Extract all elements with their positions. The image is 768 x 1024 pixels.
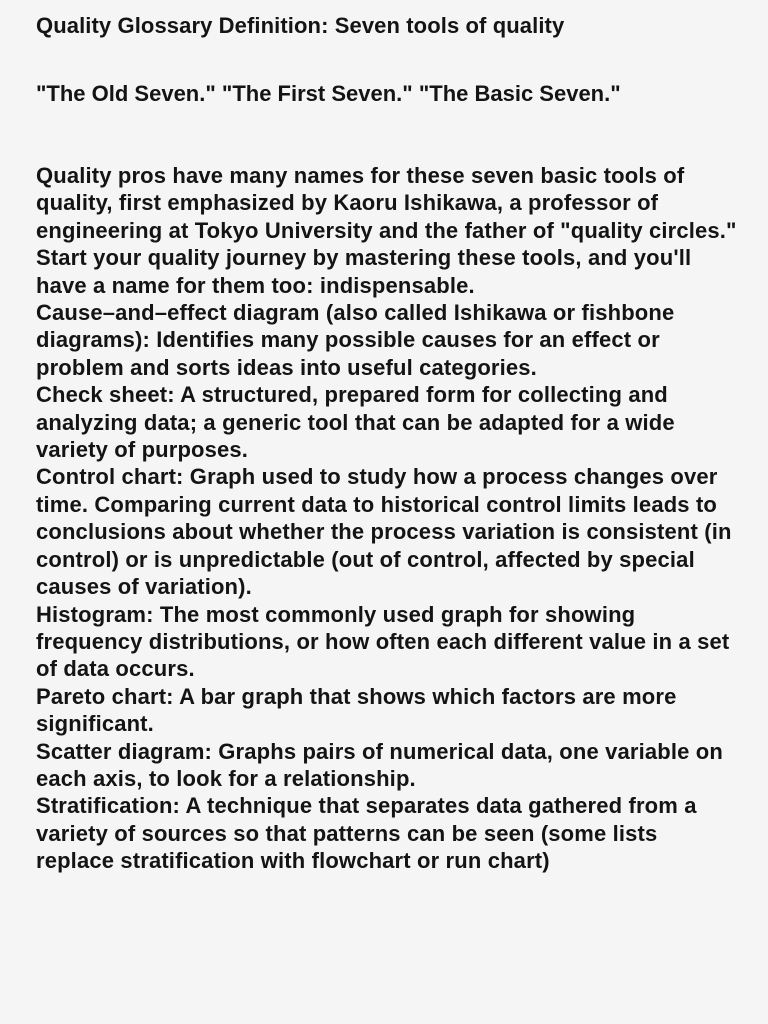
tool-definition-check-sheet: Check sheet: A structured, prepared form for collecting and analyzing data; a generic tool that can be adapted for a wide variety of purposes. (36, 382, 675, 463)
tool-definition-scatter-diagram: Scatter diagram: Graphs pairs of numerical data, one variable on each axis, to look for a relationship. (36, 738, 723, 791)
tool-definition-cause-and-effect: Cause–and–effect diagram (also called Ishikawa or fishbone diagrams): Identifies many possible causes for an effect or problem and sorts ideas into useful categories. (36, 300, 675, 380)
document-body (36, 162, 740, 875)
document-title: Quality Glossary Definition: Seven tools of quality (36, 13, 565, 38)
intro-paragraph: Quality pros have many names for these seven basic tools of quality, first emphasized by Kaoru Ishikawa, a professor of engineering at Tokyo University and the father of "quality circles." Start your quality journey by mastering these tools, and you'll have a name for them too: indispensable. (36, 163, 737, 298)
tool-definition-stratification: Stratification: A technique that separates data gathered from a variety of sources so that patterns can be seen (some lists replace stratification with flowchart or run chart) (36, 793, 697, 874)
tool-definition-control-chart: Control chart: Graph used to study how a process changes over time. Comparing current data to historical control limits leads to conclusions about whether the process variation is consistent (in control) or is unpredictable (out of control, affected by special causes of variation). (36, 464, 732, 600)
tool-definition-pareto-chart: Pareto chart: A bar graph that shows which factors are more significant. (36, 683, 677, 737)
tool-definition-histogram: Histogram: The most commonly used graph for showing frequency distributions, or how often each different value in a set of data occurs. (36, 601, 730, 682)
alternate-names: "The Old Seven." "The First Seven." "The Basic Seven." (36, 81, 621, 106)
